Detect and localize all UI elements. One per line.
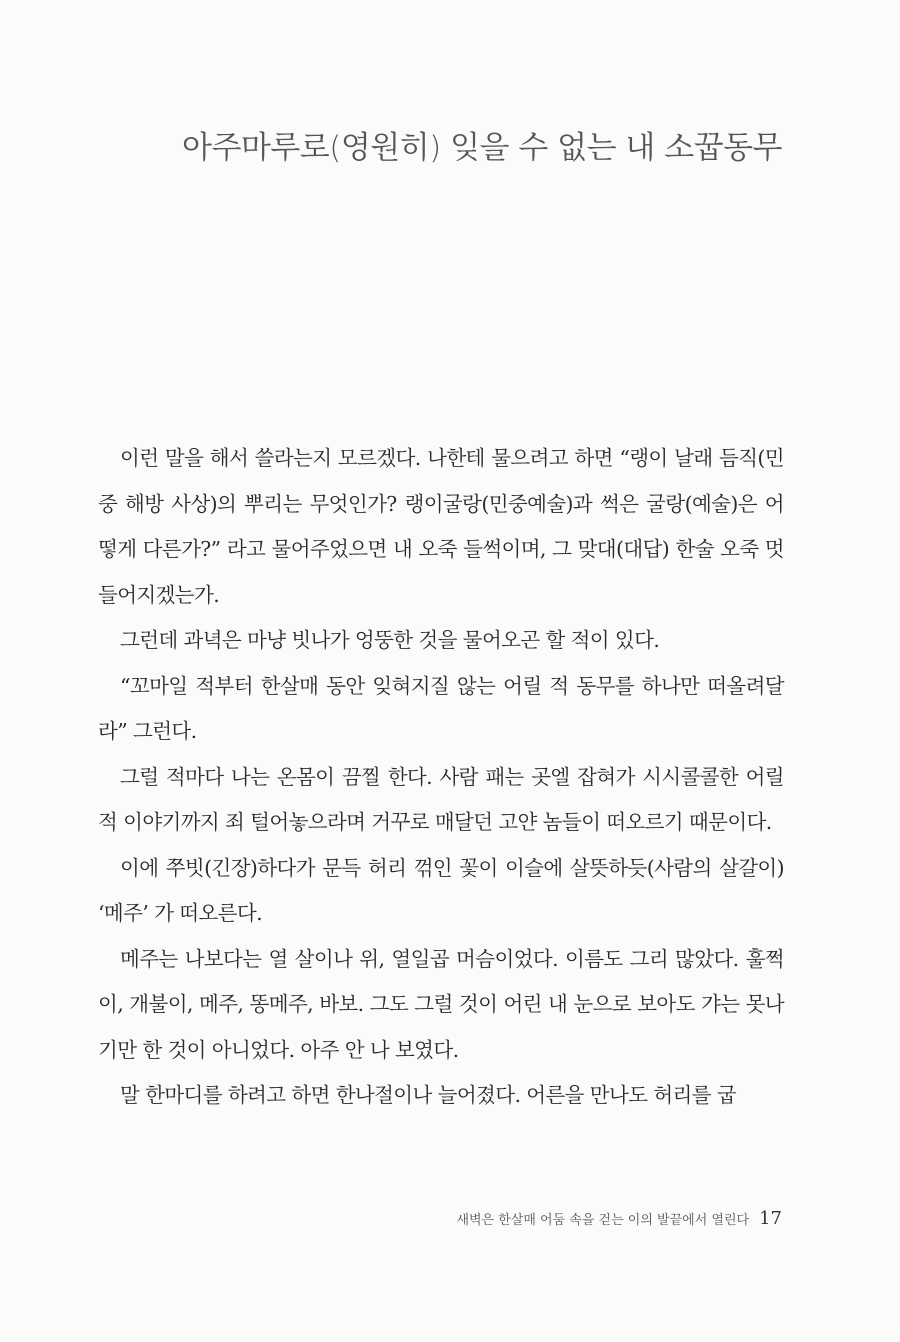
paragraph-5: 이에 쭈빗(긴장)하다가 문득 허리 꺾인 꽃이 이슬에 살뜻하듯(사람의 살갈이) ‘메주’ 가 떠오른다.	[98, 855, 784, 925]
page-number: 17	[759, 1208, 782, 1229]
body-text	[98, 436, 784, 1119]
paragraph-3: “꼬마일 적부터 한살매 동안 잊혀지질 않는 어릴 적 동무를 하나만 떠올려달라” 그런다.	[98, 673, 784, 743]
paragraph-2: 그런데 과녁은 마냥 빗나가 엉뚱한 것을 물어오곤 할 적이 있다.	[120, 628, 660, 652]
paragraph-7: 말 한마디를 하려고 하면 한나절이나 늘어졌다. 어른을 만나도 허리를 굽	[120, 1083, 737, 1107]
running-title: 새벽은 한살매 어둠 속을 걷는 이의 발끝에서 열린다	[456, 1213, 750, 1228]
chapter-title: 아주마루로(영원히) 잊을 수 없는 내 소꿉동무	[182, 130, 782, 166]
page-footer	[456, 1208, 782, 1229]
paragraph-1: 이런 말을 해서 쓸라는지 모르겠다. 나한테 물으려고 하면 “랭이 날래 듬직(민중 해방 사상)의 뿌리는 무엇인가? 랭이굴랑(민중예술)과 썩은 굴랑(예술)은 어떻게 다른가?” 라고 물어주었으면 내 오죽 들썩이며, 그 맞대(대답) 한술 오죽 멋들어지겠는가.	[98, 446, 784, 607]
paragraph-4: 그럴 적마다 나는 온몸이 끔찔 한다. 사람 패는 곳엘 잡혀가 시시콜콜한 어릴 적 이야기까지 죄 털어놓으라며 거꾸로 매달던 고얀 놈들이 떠오르기 때문이다.	[98, 764, 784, 834]
paragraph-6: 메주는 나보다는 열 살이나 위, 열일곱 머슴이었다. 이름도 그리 많았다. 훌쩍이, 개불이, 메주, 똥메주, 바보. 그도 그럴 것이 어린 내 눈으로 보아도 갸는 못나기만 한 것이 아니었다. 아주 안 나 보였다.	[98, 946, 784, 1062]
